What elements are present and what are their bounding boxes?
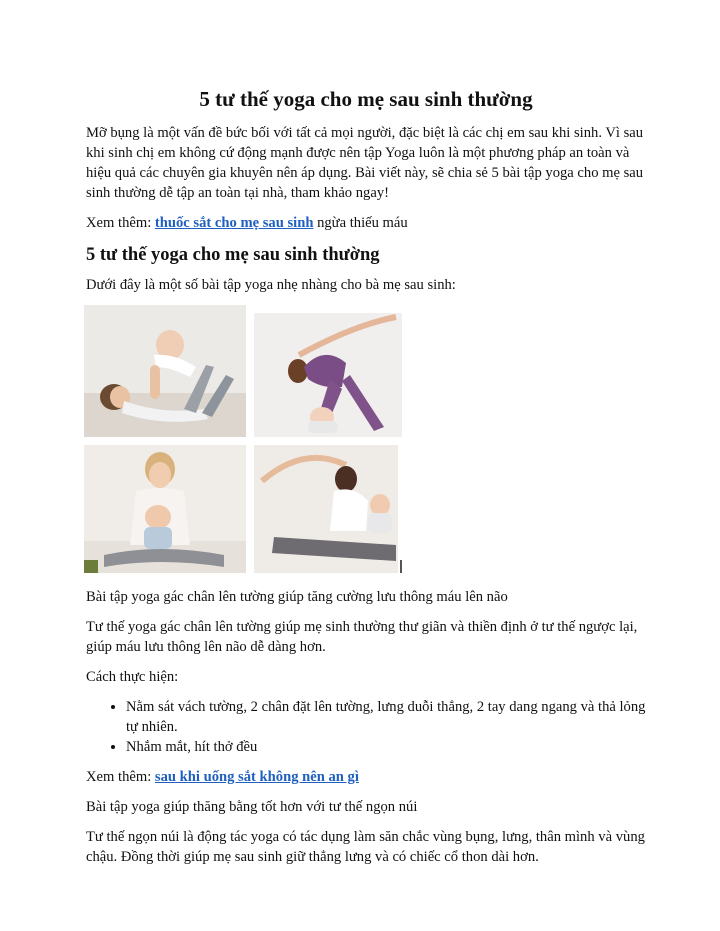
exercise1-desc: Tư thế yoga gác chân lên tường giúp mẹ sinh thường thư giãn và thiền định ở tư thế ngược lại, giúp máu lưu thông lên não dễ dàng hơn. (86, 619, 638, 655)
photo-mother-sitting-baby (84, 445, 246, 573)
see-more-suffix: ngừa thiếu máu (313, 215, 408, 231)
see-more-prefix: Xem thêm: (86, 769, 155, 785)
exercise1-how-label: Cách thực hiện: (86, 669, 179, 685)
exercise1-title: Bài tập yoga gác chân lên tường giúp tăng cường lưu thông máu lên não (86, 589, 508, 605)
lead-paragraph: Dưới đây là một số bài tập yoga nhẹ nhàng cho bà mẹ sau sinh: (86, 277, 456, 293)
see-more-prefix: Xem thêm: (86, 215, 155, 231)
photo-side-stretch (254, 445, 398, 573)
see-more-2 (86, 767, 646, 787)
see-more-1 (86, 213, 646, 233)
iron-supplement-link[interactable]: thuốc sắt cho mẹ sau sinh (154, 215, 314, 231)
exercise1-steps (86, 697, 646, 757)
what-not-to-eat-link[interactable]: sau khi uống sắt không nên an gì (154, 769, 359, 785)
photo-mother-lifting-baby (84, 305, 246, 437)
list-item: • Nhắm mắt, hít thở đều (126, 737, 646, 757)
section-heading: 5 tư thế yoga cho mẹ sau sinh thường (86, 245, 380, 265)
list-item: • Nằm sát vách tường, 2 chân đặt lên tường, lưng duỗi thẳng, 2 tay dang ngang và thả lỏng tự nhiên. (126, 697, 646, 737)
photo-triangle-pose (254, 313, 402, 437)
article (86, 86, 646, 877)
yoga-collage-image (84, 305, 402, 573)
page-title: 5 tư thế yoga cho mẹ sau sinh thường (199, 87, 533, 111)
exercise2-title: Bài tập yoga giúp thăng bằng tốt hơn với tư thế ngọn núi (86, 799, 418, 815)
intro-paragraph: Mỡ bụng là một vấn đề bức bối với tất cả mọi người, đặc biệt là các chị em sau khi sinh. Vì sau khi sinh chị em không cứ động mạnh được nên tập Yoga luôn là một phương pháp an toàn và hiệu quả các chuyên gia khuyên nên áp dụng. Bài viết này, sẽ chia sẻ 5 bài tập yoga cho mẹ sau sinh thường dễ tập an toàn tại nhà, tham khảo ngay! (86, 125, 644, 201)
exercise2-desc: Tư thế ngọn núi là động tác yoga có tác dụng làm săn chắc vùng bụng, lưng, thân mình và vùng chậu. Đồng thời giúp mẹ sau sinh giữ thẳng lưng và có chiếc cổ thon dài hơn. (86, 829, 645, 865)
